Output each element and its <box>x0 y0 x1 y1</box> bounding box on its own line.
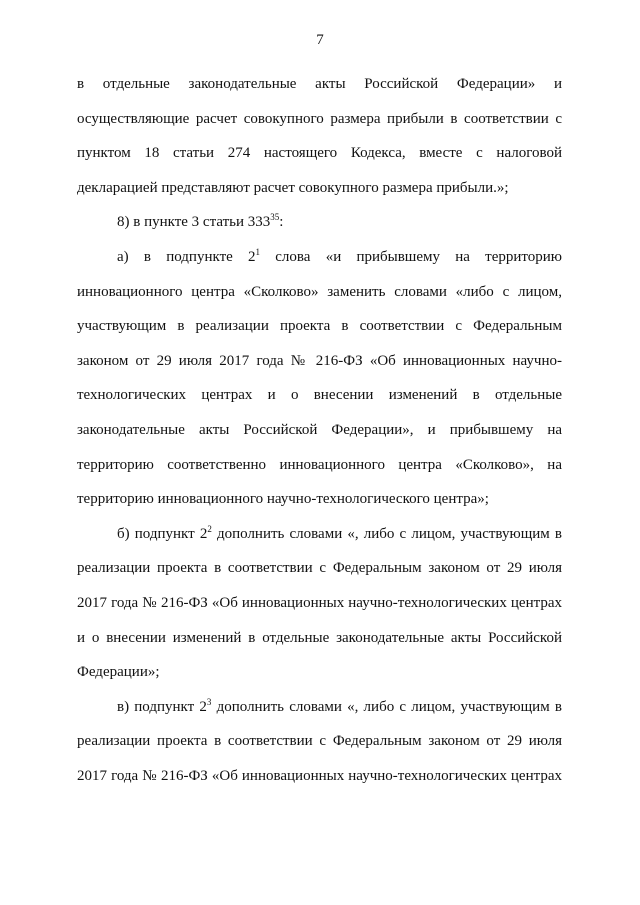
subparagraph-v <box>77 690 562 725</box>
text-line: территорию соответственно инновационного центра «Сколково», на <box>77 456 562 473</box>
text-line: Федерации»; <box>77 664 160 681</box>
text-line: и о внесении изменений в отдельные законодательные акты Российской <box>77 629 562 646</box>
paragraph-item-8 <box>77 205 562 240</box>
item-text: в) подпункт 2 <box>117 698 207 715</box>
item-text: а) в подпункте 2 <box>117 248 256 265</box>
text-line: территорию инновационного научно-технологического центра»; <box>77 491 489 508</box>
superscript: 35 <box>270 212 280 223</box>
text-line: 2017 года № 216-ФЗ «Об инновационных научно-технологических центрах <box>77 767 562 784</box>
superscript: 1 <box>255 246 261 257</box>
superscript: 3 <box>206 696 212 707</box>
text-line: реализации проекта в соответствии с Федеральным законом от 29 июля <box>77 560 562 577</box>
text-line: инновационного центра «Сколково» заменить словами «либо с лицом, <box>77 283 562 300</box>
text-line: 2017 года № 216-ФЗ «Об инновационных научно-технологических центрах <box>77 594 562 611</box>
text-line: в отдельные законодательные акты Российской Федерации» и <box>77 76 562 92</box>
text-line: законодательные акты Российской Федерации», и прибывшему на <box>77 421 562 438</box>
text-line: технологических центрах и о внесении изменений в отдельные <box>77 387 562 404</box>
text-line: осуществляющие расчет совокупного размера прибыли в соответствии с <box>77 110 562 127</box>
text-line: пунктом 18 статьи 274 настоящего Кодекса, вместе с налоговой <box>77 145 562 162</box>
text-line: законом от 29 июля 2017 года № 216-ФЗ «Об инновационных научно- <box>77 352 562 369</box>
text-line: декларацией представляют расчет совокупного размера прибыли.»; <box>77 179 509 196</box>
text-line: участвующим в реализации проекта в соответствии с Федеральным <box>77 318 562 335</box>
item-text: 8) в пункте 3 статьи 333 <box>117 214 271 231</box>
item-text: : <box>279 214 284 231</box>
page-number: 7 <box>316 32 324 48</box>
item-text: слова «и прибывшему на территорию <box>260 248 562 265</box>
item-text: б) подпункт 2 <box>117 525 208 542</box>
superscript: 2 <box>207 523 212 534</box>
item-text: дополнить словами «, либо с лицом, участвующим в <box>211 698 562 715</box>
text-line: реализации проекта в соответствии с Федеральным законом от 29 июля <box>77 733 562 750</box>
subparagraph-b <box>77 517 562 552</box>
subparagraph-a <box>77 240 562 275</box>
item-text: дополнить словами «, либо с лицом, участвующим в <box>211 525 562 542</box>
document-body <box>77 67 562 793</box>
